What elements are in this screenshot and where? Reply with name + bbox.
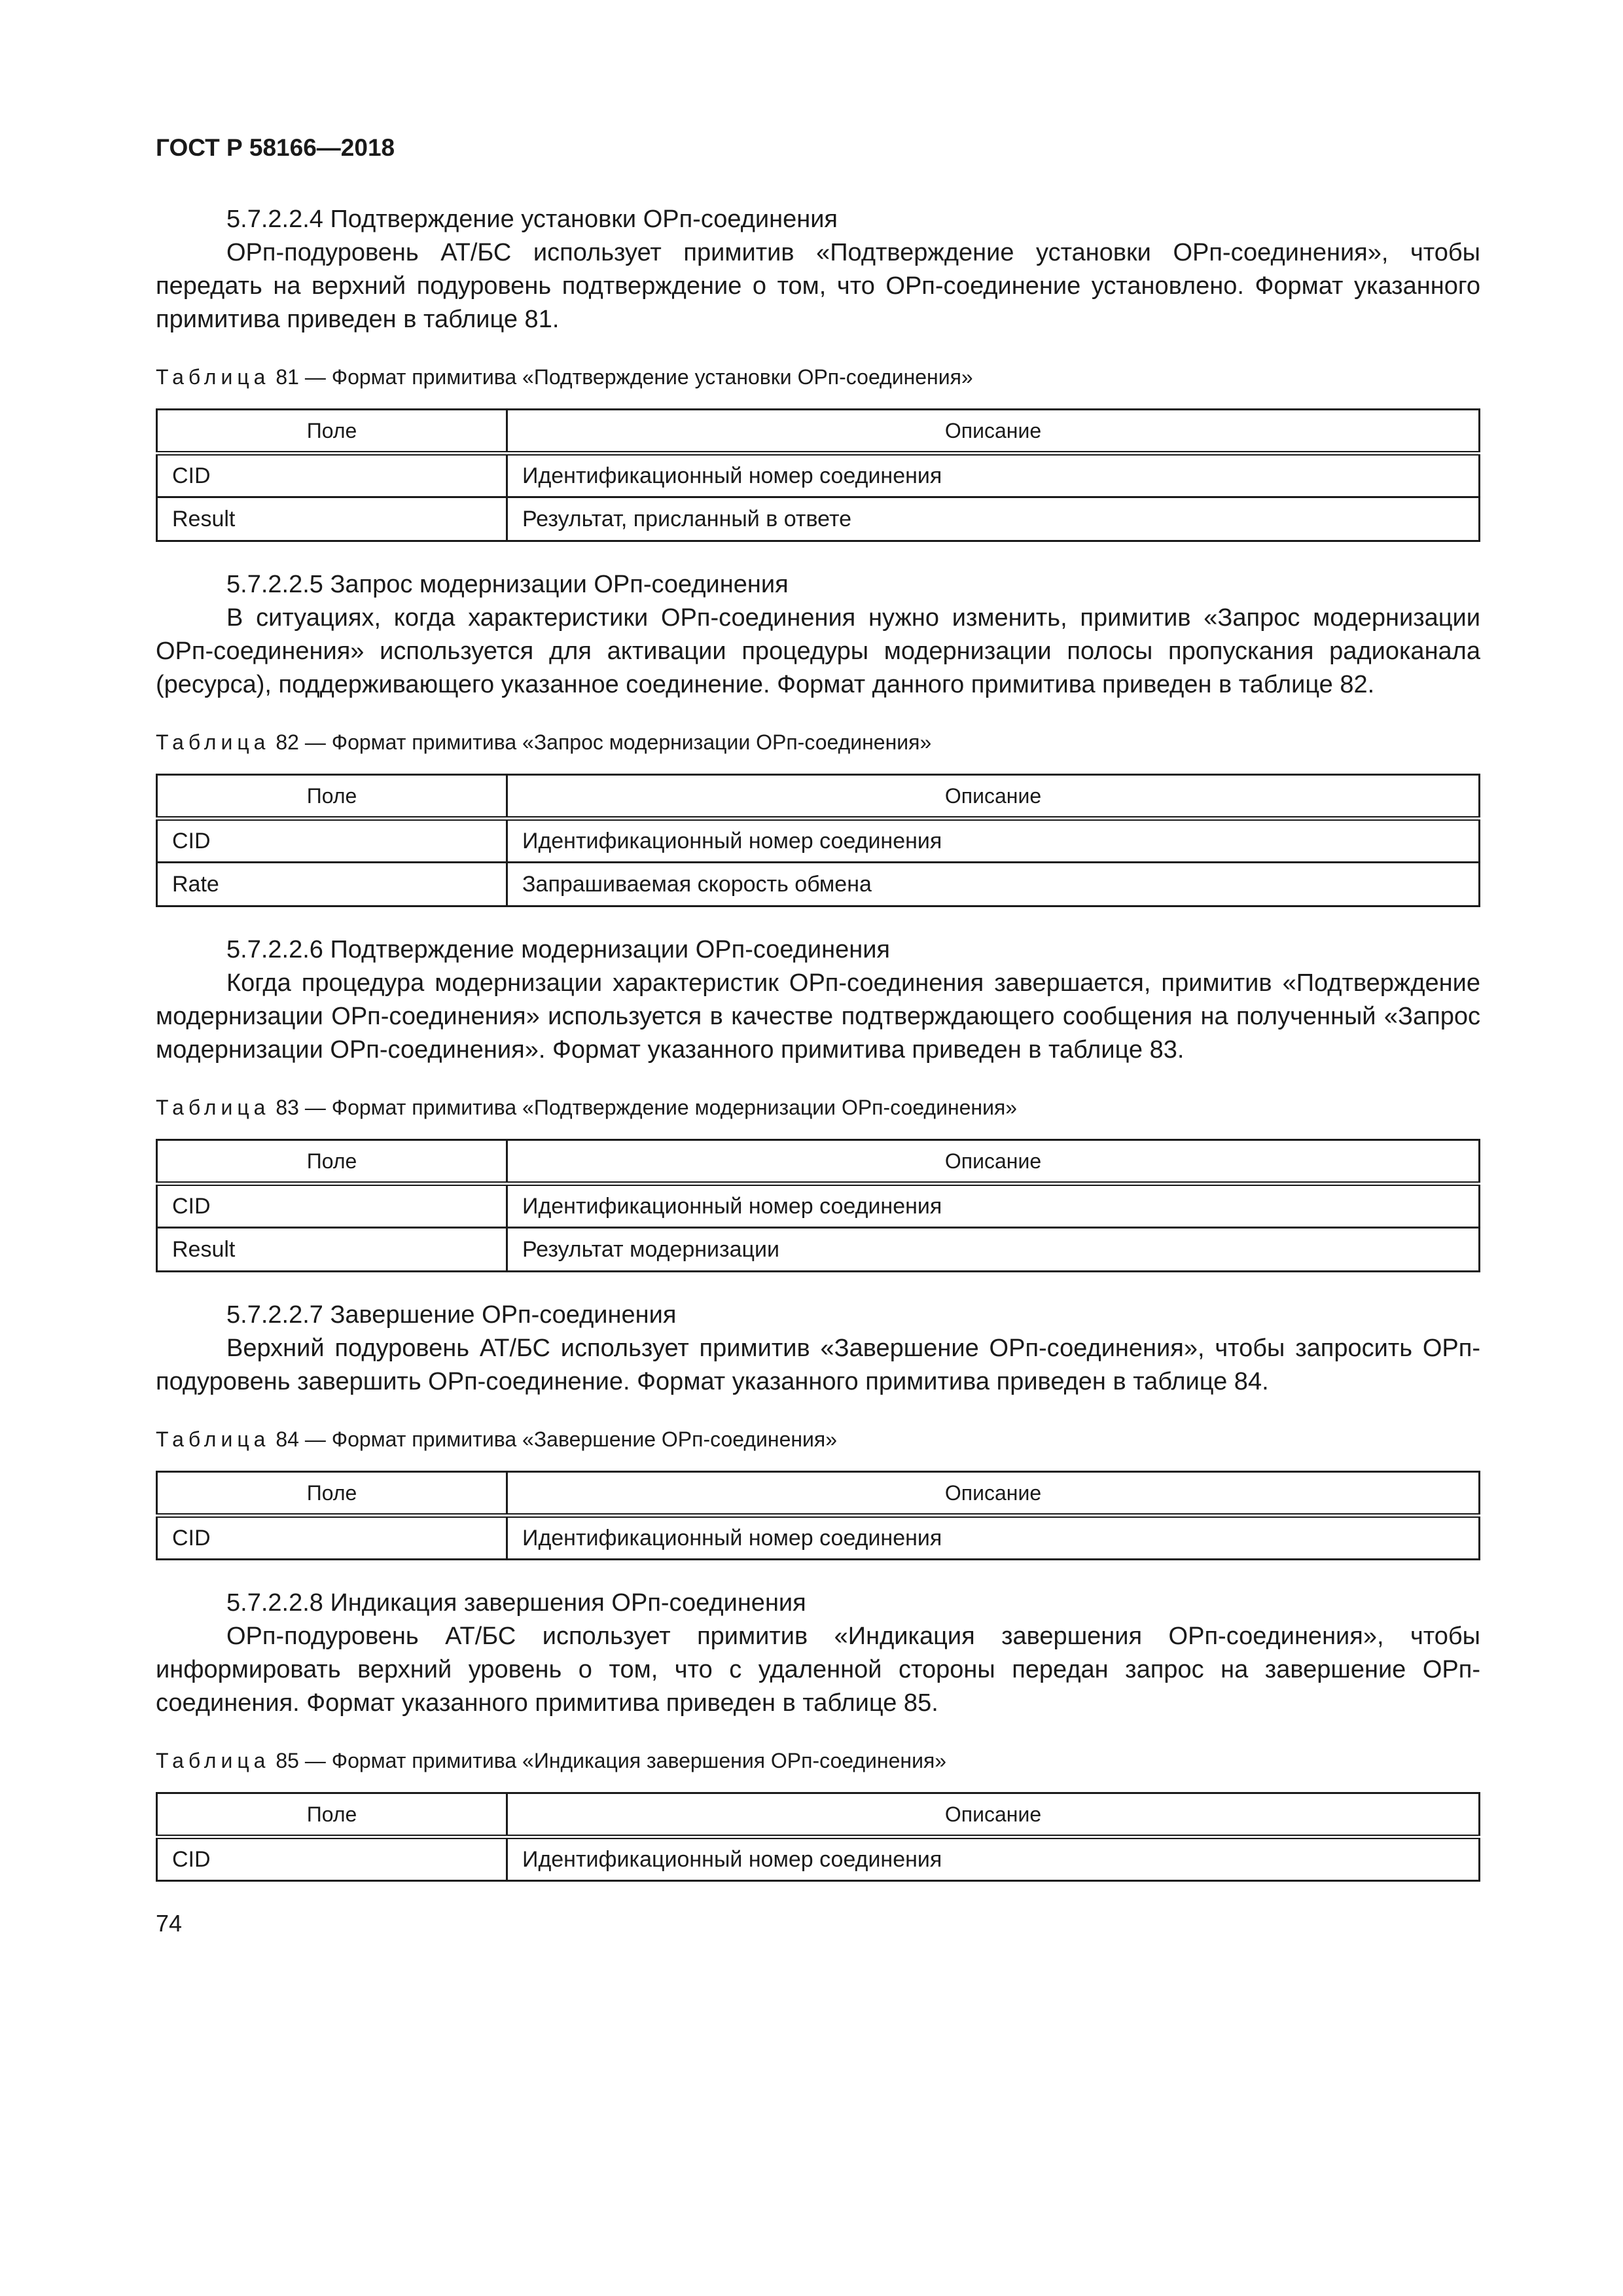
cell-description: Идентификационный номер соединения [507,454,1480,497]
table-caption-word: Таблица [156,730,270,754]
section-5-7-2-2-6 [156,933,1480,1272]
cell-field: CID [157,1184,507,1228]
table-row [157,1228,1480,1272]
header-field: Поле [157,1472,507,1516]
table-82 [156,774,1480,907]
cell-field: Result [157,1228,507,1272]
table-caption [156,1746,1480,1775]
table-81 [156,408,1480,542]
cell-description: Идентификационный номер соединения [507,1837,1480,1881]
table-caption-word: Таблица [156,1749,270,1772]
page-number: 74 [156,1910,183,1937]
table-row [157,454,1480,497]
document-code: ГОСТ Р 58166—2018 [156,134,395,161]
header-field: Поле [157,775,507,819]
table-header-row [157,1140,1480,1184]
header-description: Описание [507,410,1480,454]
table-row [157,497,1480,541]
section-title: 5.7.2.2.4 Подтверждение установки ОРп-соединения [226,206,838,233]
section-body: ОРп-подуровень АТ/БС использует примитив «Подтверждение установки ОРп-соединения», чтобы передать на верхний подуровень подтверждение о том, что ОРп-соединение установлено. Формат указанного примитива приведен в таблице 81. [156,239,1480,333]
table-row [157,819,1480,863]
cell-field: CID [157,819,507,863]
table-83 [156,1139,1480,1272]
section-body: ОРп-подуровень АТ/БС использует примитив «Индикация завершения ОРп-соединения», чтобы информировать верхний уровень о том, что с удаленной стороны передан запрос на завершение ОРп-соединения. Формат указанного примитива приведен в таблице 85. [156,1623,1480,1717]
cell-field: CID [157,1837,507,1881]
table-caption-text: 82 — Формат примитива «Запрос модернизации ОРп-соединения» [276,730,932,754]
section-title: 5.7.2.2.6 Подтверждение модернизации ОРп-соединения [226,936,891,963]
table-row [157,1837,1480,1881]
cell-description: Идентификационный номер соединения [507,819,1480,863]
cell-description: Идентификационный номер соединения [507,1516,1480,1560]
section-title: 5.7.2.2.7 Завершение ОРп-соединения [226,1301,677,1329]
table-caption-text: 81 — Формат примитива «Подтверждение установки ОРп-соединения» [276,365,973,389]
table-85 [156,1792,1480,1882]
cell-description: Идентификационный номер соединения [507,1184,1480,1228]
table-row [157,863,1480,906]
table-header-row [157,410,1480,454]
table-caption [156,363,1480,391]
cell-description: Результат, присланный в ответе [507,497,1480,541]
document-page [156,131,1480,1939]
header-description: Описание [507,775,1480,819]
section-5-7-2-2-5 [156,568,1480,907]
table-caption [156,728,1480,757]
table-caption-text: 84 — Формат примитива «Завершение ОРп-соединения» [276,1427,838,1451]
table-row [157,1516,1480,1560]
table-header-row [157,775,1480,819]
section-5-7-2-2-8 [156,1587,1480,1882]
table-header-row [157,1472,1480,1516]
section-5-7-2-2-7 [156,1299,1480,1560]
cell-field: Rate [157,863,507,906]
section-body: Когда процедура модернизации характеристик ОРп-соединения завершается, примитив «Подтверждение модернизации ОРп-соединения» используется в качестве подтверждающего сообщения на полученный «Запрос модернизации ОРп-соединения». Формат указанного примитива приведен в таблице 83. [156,969,1480,1064]
cell-field: CID [157,454,507,497]
table-caption-word: Таблица [156,1096,270,1119]
header-description: Описание [507,1140,1480,1184]
section-title: 5.7.2.2.8 Индикация завершения ОРп-соединения [226,1589,806,1617]
table-caption-word: Таблица [156,1427,270,1451]
header-description: Описание [507,1793,1480,1837]
table-caption-word: Таблица [156,365,270,389]
section-5-7-2-2-4 [156,203,1480,542]
header-field: Поле [157,1793,507,1837]
table-row [157,1184,1480,1228]
section-body: В ситуациях, когда характеристики ОРп-соединения нужно изменить, примитив «Запрос модернизации ОРп-соединения» используется для активации процедуры модернизации полосы пропускания радиоканала (ресурса), поддерживающего указанное соединение. Формат данного примитива приведен в таблице 82. [156,604,1480,698]
header-field: Поле [157,410,507,454]
table-header-row [157,1793,1480,1837]
table-caption-text: 83 — Формат примитива «Подтверждение модернизации ОРп-соединения» [276,1096,1018,1119]
cell-field: Result [157,497,507,541]
cell-description: Результат модернизации [507,1228,1480,1272]
section-body: Верхний подуровень АТ/БС использует примитив «Завершение ОРп-соединения», чтобы запросить ОРп-подуровень завершить ОРп-соединение. Формат указанного примитива приведен в таблице 84. [156,1335,1480,1395]
table-caption [156,1425,1480,1454]
cell-description: Запрашиваемая скорость обмена [507,863,1480,906]
section-title: 5.7.2.2.5 Запрос модернизации ОРп-соединения [226,571,789,598]
header-field: Поле [157,1140,507,1184]
header-description: Описание [507,1472,1480,1516]
table-caption [156,1093,1480,1122]
table-84 [156,1471,1480,1560]
cell-field: CID [157,1516,507,1560]
table-caption-text: 85 — Формат примитива «Индикация завершения ОРп-соединения» [276,1749,947,1772]
